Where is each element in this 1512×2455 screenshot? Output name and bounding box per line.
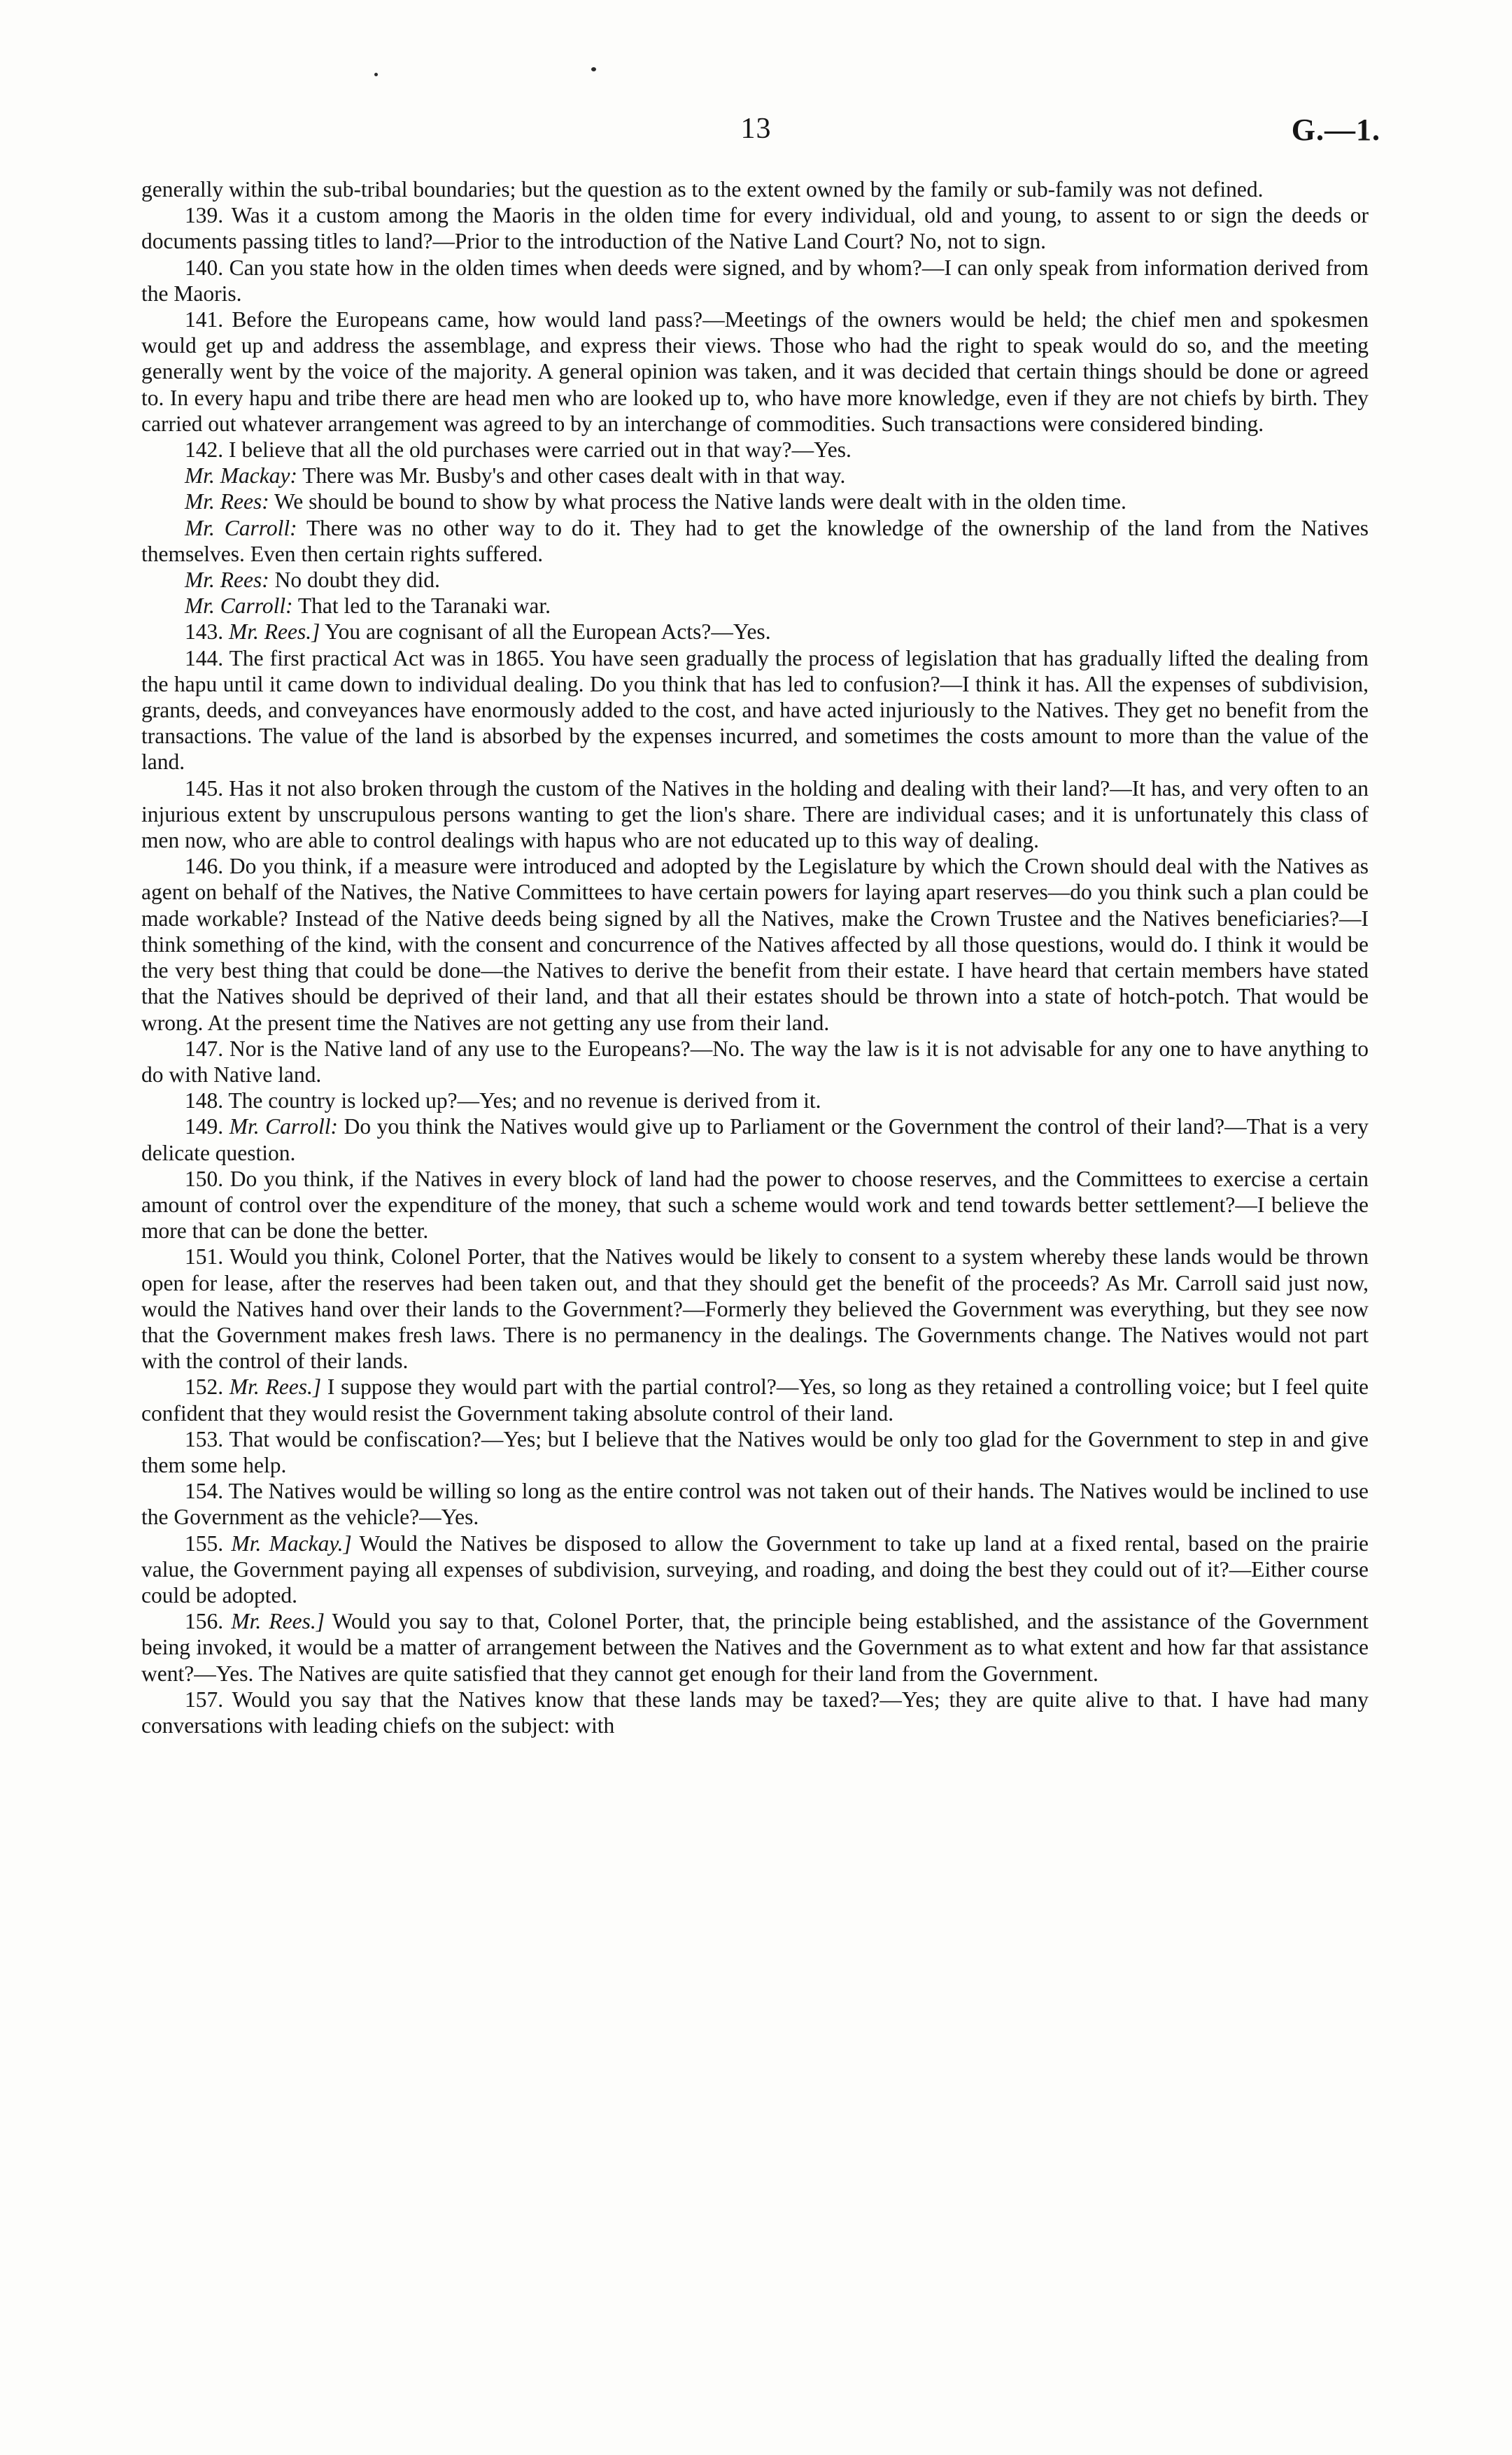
paragraph: 145. Has it not also broken through the custom of the Natives in the holding and dealing with their land?—It has, and very often to an injurious extent by unscrupulous persons wanting to get the lion's share. There are individual cases; and it is unfortunately this class of men now, who are able to control dealings with hapus who are not educated up to this way of dealing. xyxy=(141,775,1369,853)
scan-speck xyxy=(374,73,378,76)
paragraph: 140. Can you state how in the olden times when deeds were signed, and by whom?—I can only speak from information derived from the Maoris. xyxy=(141,255,1369,306)
question-number: 149. xyxy=(185,1114,224,1139)
question-number: 143. xyxy=(185,619,224,645)
paragraph: generally within the sub-tribal boundaries; but the question as to the extent owned by the family or sub-family was not defined. xyxy=(141,177,1264,202)
paragraph: 157. Would you say that the Natives know that these lands may be taxed?—Yes; they are quite alive to that. I have had many conversations with leading chiefs on the subject: with xyxy=(141,1687,1369,1738)
paragraph: 148. The country is locked up?—Yes; and no revenue is derived from it. xyxy=(185,1088,821,1113)
paragraph: 150. Do you think, if the Natives in every block of land had the power to choose reserves, and the Committees to exercise a certain amount of control over the expenditure of the money, that such a scheme would work and tend towards better settlement?—I believe the more that can be done the better. xyxy=(141,1166,1369,1244)
speaker-name: Mr. Rees: xyxy=(185,568,269,593)
paragraph: 151. Would you think, Colonel Porter, that the Natives would be likely to consent to a system whereby these lands would be thrown open for lease, after the reserves had been taken out, and that they should get the benefit of the proceeds? As Mr. Carroll said just now, would the Natives hand over their lands to the Government?—Formerly they believed the Government was everything, but they see now that the Government makes fresh laws. There is no permanency in the dealings. The Governments change. The Natives would not part with the control of their lands. xyxy=(141,1244,1369,1374)
paragraph: Mr. Rees: We should be bound to show by what process the Native lands were dealt with in the olden time. xyxy=(185,489,1126,514)
page-number: 13 xyxy=(740,113,772,145)
question-number: 155. xyxy=(185,1531,224,1556)
question-number: 152. xyxy=(185,1374,224,1400)
paragraph: 153. That would be confiscation?—Yes; but I believe that the Natives would be only too glad for the Government to step in and give them some help. xyxy=(141,1426,1369,1477)
speaker-name: Mr. Carroll: xyxy=(185,515,297,540)
paragraph: 141. Before the Europeans came, how would land pass?—Meetings of the owners would be held; the chief men and spokesmen would get up and address the assemblage, and express their views. Those who had the right to speak would do so, and the meeting generally went by the voice of the majority. A general opinion was taken, and it was decided that certain things should be done or agreed to. In every hapu and tribe there are head men who are looked up to, who have more knowledge, even if they are not chiefs by birth. They carried out whatever arrangement was agreed to by an interchange of commodities. Such transactions were considered binding. xyxy=(141,307,1369,436)
speaker-name: Mr. Mackay: xyxy=(185,463,297,488)
paragraph: 152. Mr. Rees.] I suppose they would part with the partial control?—Yes, so long as they retained a controlling voice; but I feel quite confident that they would resist the Government taking absolute control of their land. xyxy=(141,1374,1369,1426)
paragraph: Mr. Carroll: That led to the Taranaki war. xyxy=(185,593,551,619)
speaker-name: Mr. Carroll: xyxy=(229,1114,339,1139)
paragraph: 154. The Natives would be willing so long as the entire control was not taken out of their hands. The Natives would be inclined to use the Government as the vehicle?—Yes. xyxy=(141,1479,1369,1530)
speaker-name: Mr. Mackay.] xyxy=(231,1531,352,1556)
series-reference: G.—1. xyxy=(1291,113,1380,147)
paragraph: Mr. Mackay: There was Mr. Busby's and other cases dealt with in that way. xyxy=(185,463,846,488)
paragraph: 155. Mr. Mackay.] Would the Natives be disposed to allow the Government to take up land at a fixed rental, based on the prairie value, the Government paying all expenses of subdivision, surveying, and roading, and doing the best they could out of it?—Either course could be adopted. xyxy=(141,1531,1369,1608)
paragraph: 144. The first practical Act was in 1865. You have seen gradually the process of legislation that has gradually lifted the dealing from the hapu until it came down to individual dealing. Do you think that has led to confusion?—I think it has. All the expenses of subdivision, grants, deeds, and conveyances have enormously added to the cost, and have acted injuriously to the Natives. They get no benefit from the transactions. The value of the land is absorbed by the expenses incurred, and sometimes the costs amount to more than the value of the land. xyxy=(141,645,1369,775)
paragraph: 156. Mr. Rees.] Would you say to that, Colonel Porter, that, the principle being established, and the assistance of the Government being invoked, it would be a matter of arrangement between the Natives and the Government as to what extent and how far that assistance went?—Yes. The Natives are quite satisfied that they cannot get enough for their land from the Government. xyxy=(141,1609,1369,1686)
paragraph: 147. Nor is the Native land of any use to the Europeans?—No. The way the law is it is not advisable for any one to have anything to do with Native land. xyxy=(141,1036,1369,1087)
paragraph: 143. Mr. Rees.] You are cognisant of all the European Acts?—Yes. xyxy=(185,619,771,645)
speaker-name: Mr. Rees.] xyxy=(231,1609,325,1634)
paragraph: Mr. Rees: No doubt they did. xyxy=(185,568,440,593)
question-number: 156. xyxy=(185,1609,224,1634)
paragraph: 142. I believe that all the old purchases were carried out in that way?—Yes. xyxy=(185,437,852,463)
speaker-name: Mr. Carroll: xyxy=(185,593,293,619)
paragraph: 149. Mr. Carroll: Do you think the Natives would give up to Parliament or the Government the control of their land?—That is a very delicate question. xyxy=(141,1114,1369,1165)
speaker-name: Mr. Rees.] xyxy=(229,619,320,645)
speaker-name: Mr. Rees.] xyxy=(229,1374,322,1400)
speaker-name: Mr. Rees: xyxy=(185,489,269,514)
scan-speck xyxy=(591,67,596,71)
paragraph: 146. Do you think, if a measure were introduced and adopted by the Legislature by which the Crown should deal with the Natives as agent on behalf of the Natives, the Native Committees to have certain powers for laying apart reserves—do you think such a plan could be made workable? Instead of the Native deeds being signed by all the Natives, make the Crown Trustee and the Natives beneficiaries?—I think something of the kind, with the consent and concurrence of the Natives affected by all those questions, would do. I think it would be the very best thing that could be done—the Natives to derive the benefit from their estate. I have heard that certain members have stated that the Natives should be deprived of their land, and that all their estates should be thrown into a state of hotch-potch. That would be wrong. At the present time the Natives are not getting any use from their land. xyxy=(141,854,1369,1035)
document-body xyxy=(141,176,1369,1738)
paragraph: 139. Was it a custom among the Maoris in the olden time for every individual, old and young, to assent to or sign the deeds or documents passing titles to land?—Prior to the introduction of the Native Land Court? No, not to sign. xyxy=(141,203,1369,254)
paragraph: Mr. Carroll: There was no other way to do it. They had to get the knowledge of the ownership of the land from the Natives themselves. Even then certain rights suffered. xyxy=(141,515,1369,566)
